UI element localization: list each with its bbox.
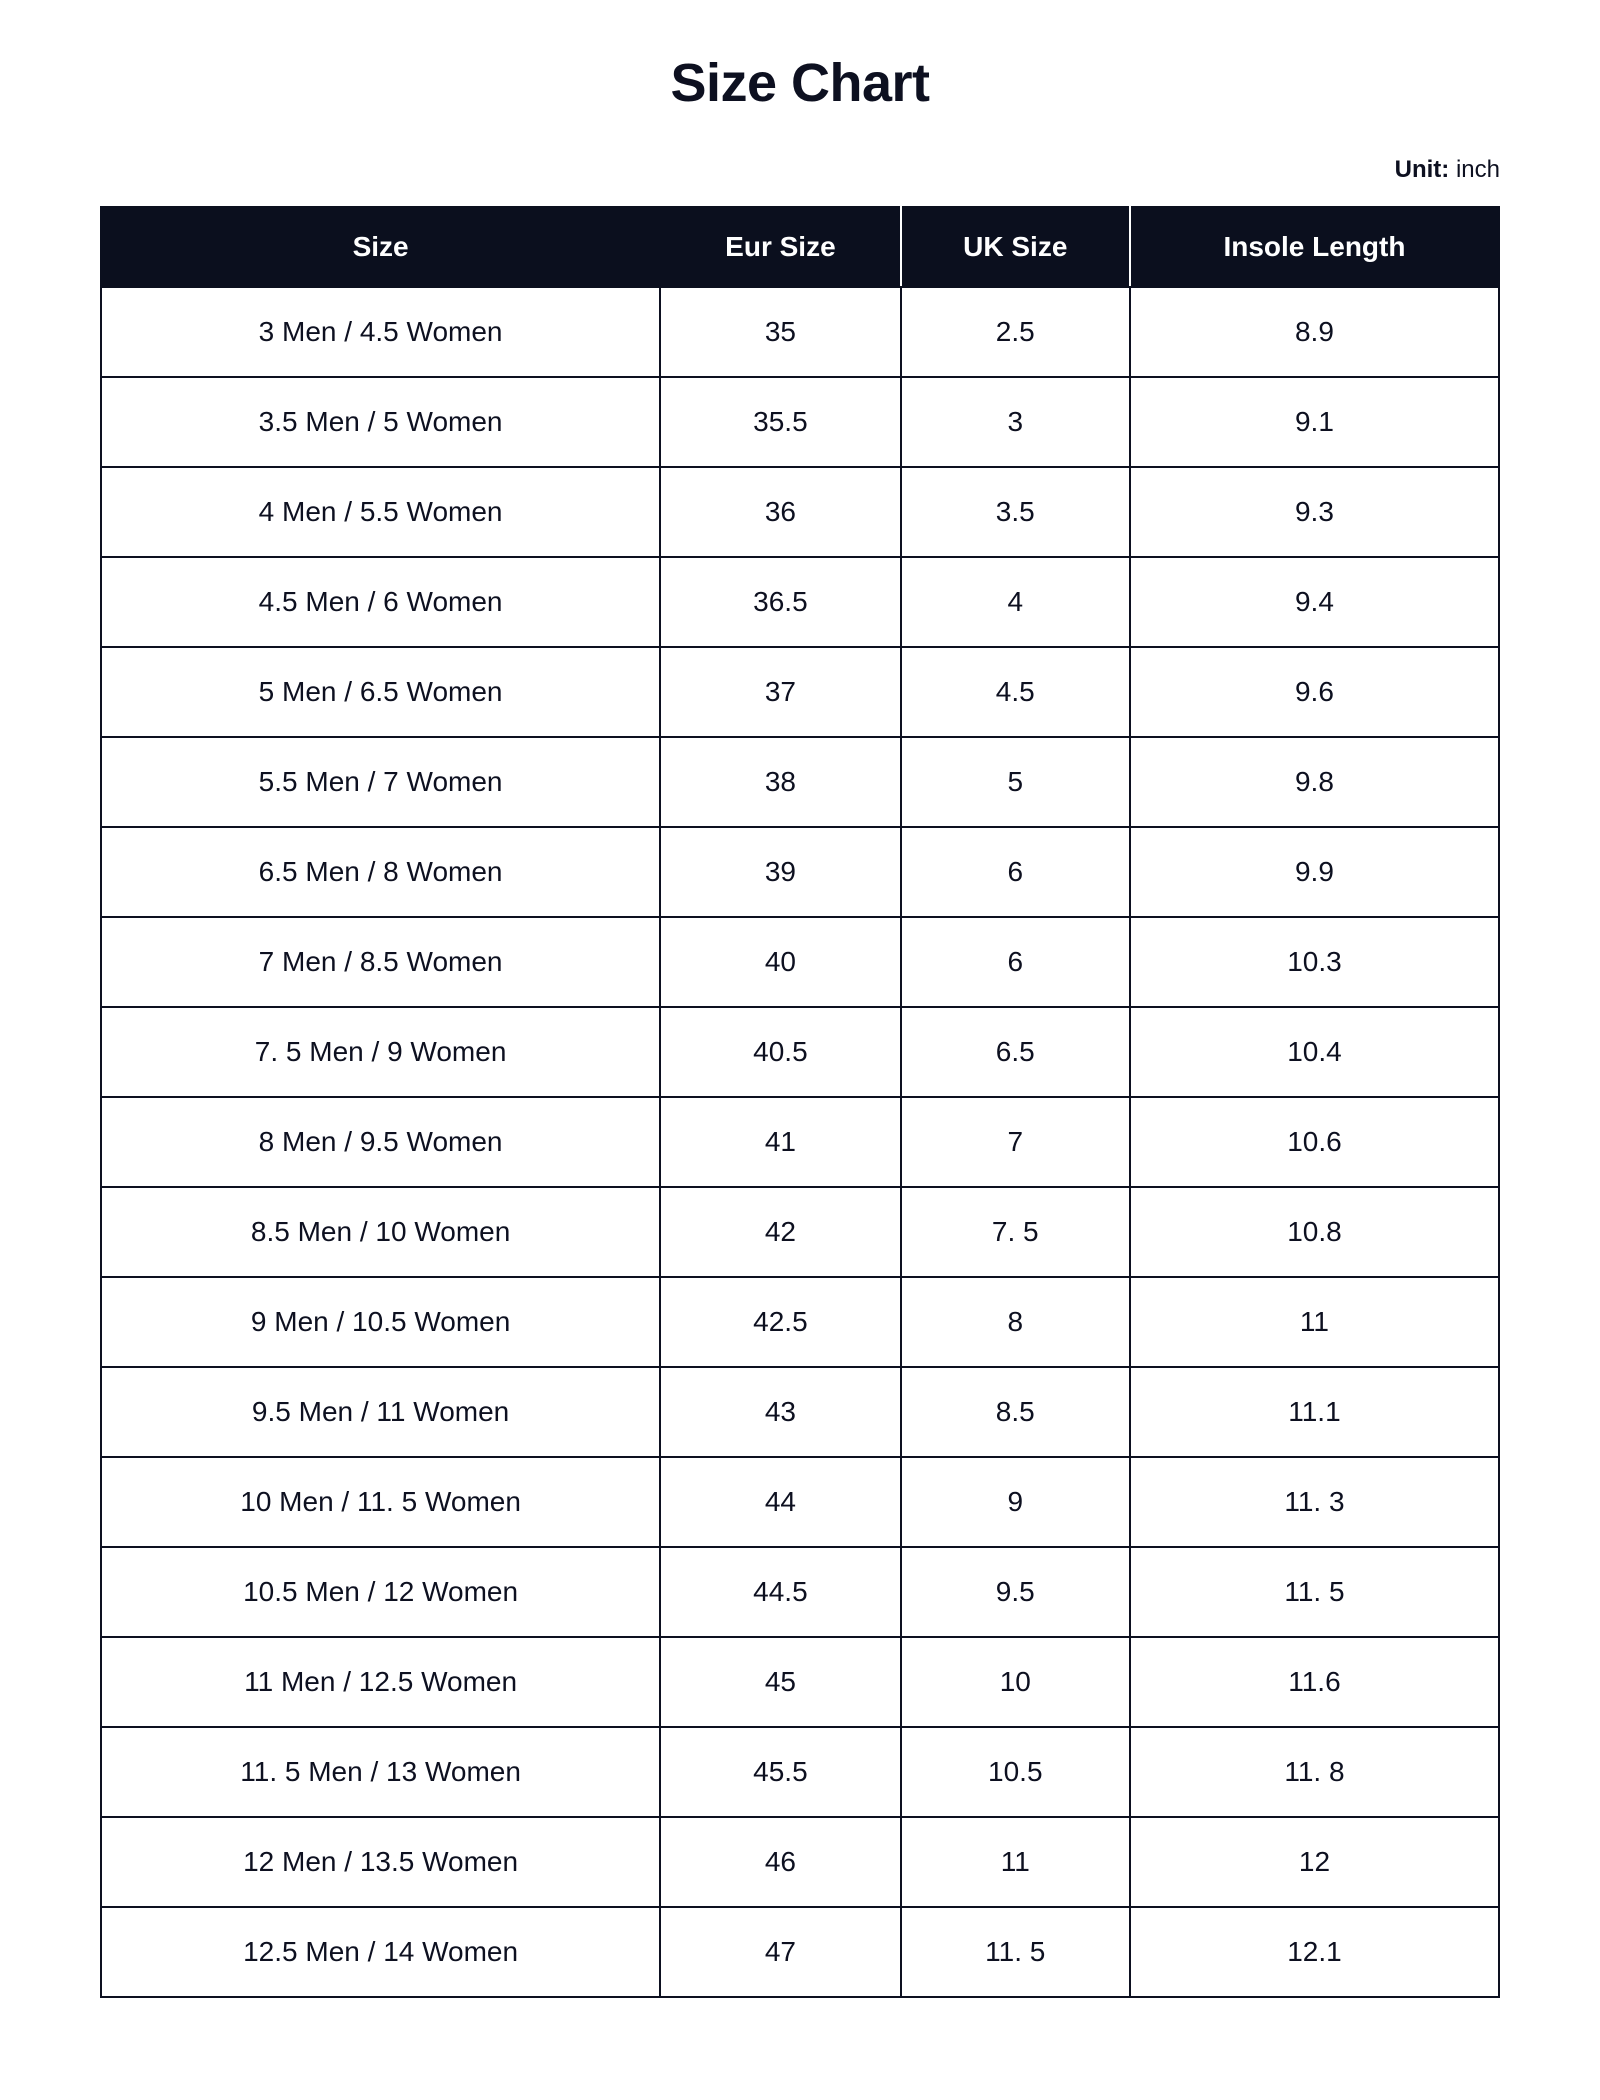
table-cell: 45.5 xyxy=(660,1727,900,1817)
table-cell: 11 xyxy=(1130,1277,1499,1367)
table-cell: 35 xyxy=(660,287,900,377)
table-cell: 10 Men / 11. 5 Women xyxy=(101,1457,660,1547)
page-title: Size Chart xyxy=(670,53,930,113)
table-row xyxy=(101,647,1499,737)
table-cell: 5.5 Men / 7 Women xyxy=(101,737,660,827)
table-cell: 9.5 xyxy=(901,1547,1130,1637)
table-cell: 7 Men / 8.5 Women xyxy=(101,917,660,1007)
table-cell: 11. 5 xyxy=(901,1907,1130,1997)
unit-value: inch xyxy=(1455,156,1500,183)
table-cell: 8.9 xyxy=(1130,287,1499,377)
table-cell: 9.6 xyxy=(1130,647,1499,737)
table-cell: 10.4 xyxy=(1130,1007,1499,1097)
table-header-row xyxy=(101,207,1499,287)
table-cell: 7 xyxy=(901,1097,1130,1187)
table-cell: 45 xyxy=(660,1637,900,1727)
table-row xyxy=(101,1817,1499,1907)
table-cell: 11 Men / 12.5 Women xyxy=(101,1637,660,1727)
table-cell: 35.5 xyxy=(660,377,900,467)
table-cell: 9.5 Men / 11 Women xyxy=(101,1367,660,1457)
table-cell: 2.5 xyxy=(901,287,1130,377)
table-cell: 7. 5 xyxy=(901,1187,1130,1277)
table-cell: 8.5 xyxy=(901,1367,1130,1457)
table-cell: 10.6 xyxy=(1130,1097,1499,1187)
table-row xyxy=(101,917,1499,1007)
table-cell: 37 xyxy=(660,647,900,737)
table-row xyxy=(101,287,1499,377)
table-cell: 3.5 xyxy=(901,467,1130,557)
table-cell: 10.5 Men / 12 Women xyxy=(101,1547,660,1637)
table-cell: 42.5 xyxy=(660,1277,900,1367)
table-row xyxy=(101,1457,1499,1547)
table-cell: 3 Men / 4.5 Women xyxy=(101,287,660,377)
table-cell: 5 Men / 6.5 Women xyxy=(101,647,660,737)
table-cell: 12 xyxy=(1130,1817,1499,1907)
column-header-uk-size: UK Size xyxy=(901,207,1130,287)
table-cell: 4 Men / 5.5 Women xyxy=(101,467,660,557)
table-row xyxy=(101,1637,1499,1727)
table-cell: 9.9 xyxy=(1130,827,1499,917)
table-cell: 11.6 xyxy=(1130,1637,1499,1727)
table-cell: 46 xyxy=(660,1817,900,1907)
column-header-size: Size xyxy=(101,207,660,287)
table-row xyxy=(101,1277,1499,1367)
table-cell: 38 xyxy=(660,737,900,827)
table-cell: 11. 5 xyxy=(1130,1547,1499,1637)
table-cell: 6 xyxy=(901,827,1130,917)
table-row xyxy=(101,827,1499,917)
size-chart-table-wrapper xyxy=(100,206,1500,1998)
table-row xyxy=(101,1007,1499,1097)
column-header-eur-size: Eur Size xyxy=(660,207,900,287)
table-row xyxy=(101,1907,1499,1997)
table-row xyxy=(101,377,1499,467)
table-cell: 4.5 Men / 6 Women xyxy=(101,557,660,647)
table-row xyxy=(101,1547,1499,1637)
table-cell: 3.5 Men / 5 Women xyxy=(101,377,660,467)
table-cell: 4.5 xyxy=(901,647,1130,737)
table-cell: 8 xyxy=(901,1277,1130,1367)
table-cell: 12.5 Men / 14 Women xyxy=(101,1907,660,1997)
table-row xyxy=(101,557,1499,647)
table-cell: 9.8 xyxy=(1130,737,1499,827)
table-cell: 42 xyxy=(660,1187,900,1277)
table-cell: 43 xyxy=(660,1367,900,1457)
unit-label: Unit: xyxy=(1394,156,1450,183)
table-cell: 7. 5 Men / 9 Women xyxy=(101,1007,660,1097)
table-cell: 12 Men / 13.5 Women xyxy=(101,1817,660,1907)
table-row xyxy=(101,467,1499,557)
unit-note xyxy=(0,156,1600,184)
table-cell: 4 xyxy=(901,557,1130,647)
table-cell: 10.3 xyxy=(1130,917,1499,1007)
table-cell: 6.5 xyxy=(901,1007,1130,1097)
table-cell: 5 xyxy=(901,737,1130,827)
table-cell: 3 xyxy=(901,377,1130,467)
table-cell: 9 Men / 10.5 Women xyxy=(101,1277,660,1367)
table-head xyxy=(101,207,1499,287)
table-row xyxy=(101,1187,1499,1277)
table-cell: 8 Men / 9.5 Women xyxy=(101,1097,660,1187)
table-cell: 9.3 xyxy=(1130,467,1499,557)
table-row xyxy=(101,1727,1499,1817)
table-cell: 44 xyxy=(660,1457,900,1547)
table-cell: 39 xyxy=(660,827,900,917)
table-cell: 10.5 xyxy=(901,1727,1130,1817)
size-chart-page xyxy=(0,52,1600,1998)
column-header-insole-length: Insole Length xyxy=(1130,207,1499,287)
table-cell: 9 xyxy=(901,1457,1130,1547)
table-cell: 47 xyxy=(660,1907,900,1997)
table-cell: 40.5 xyxy=(660,1007,900,1097)
table-cell: 36.5 xyxy=(660,557,900,647)
table-row xyxy=(101,1097,1499,1187)
table-row xyxy=(101,1367,1499,1457)
table-cell: 6.5 Men / 8 Women xyxy=(101,827,660,917)
table-cell: 44.5 xyxy=(660,1547,900,1637)
table-cell: 11. 5 Men / 13 Women xyxy=(101,1727,660,1817)
size-chart-table xyxy=(100,206,1500,1998)
table-cell: 40 xyxy=(660,917,900,1007)
table-cell: 41 xyxy=(660,1097,900,1187)
table-cell: 9.1 xyxy=(1130,377,1499,467)
table-cell: 10.8 xyxy=(1130,1187,1499,1277)
table-cell: 8.5 Men / 10 Women xyxy=(101,1187,660,1277)
table-cell: 11.1 xyxy=(1130,1367,1499,1457)
table-row xyxy=(101,737,1499,827)
table-cell: 12.1 xyxy=(1130,1907,1499,1997)
table-cell: 11. 3 xyxy=(1130,1457,1499,1547)
table-cell: 10 xyxy=(901,1637,1130,1727)
table-body xyxy=(101,287,1499,1997)
table-cell: 6 xyxy=(901,917,1130,1007)
table-cell: 11 xyxy=(901,1817,1130,1907)
table-cell: 9.4 xyxy=(1130,557,1499,647)
table-cell: 36 xyxy=(660,467,900,557)
table-cell: 11. 8 xyxy=(1130,1727,1499,1817)
